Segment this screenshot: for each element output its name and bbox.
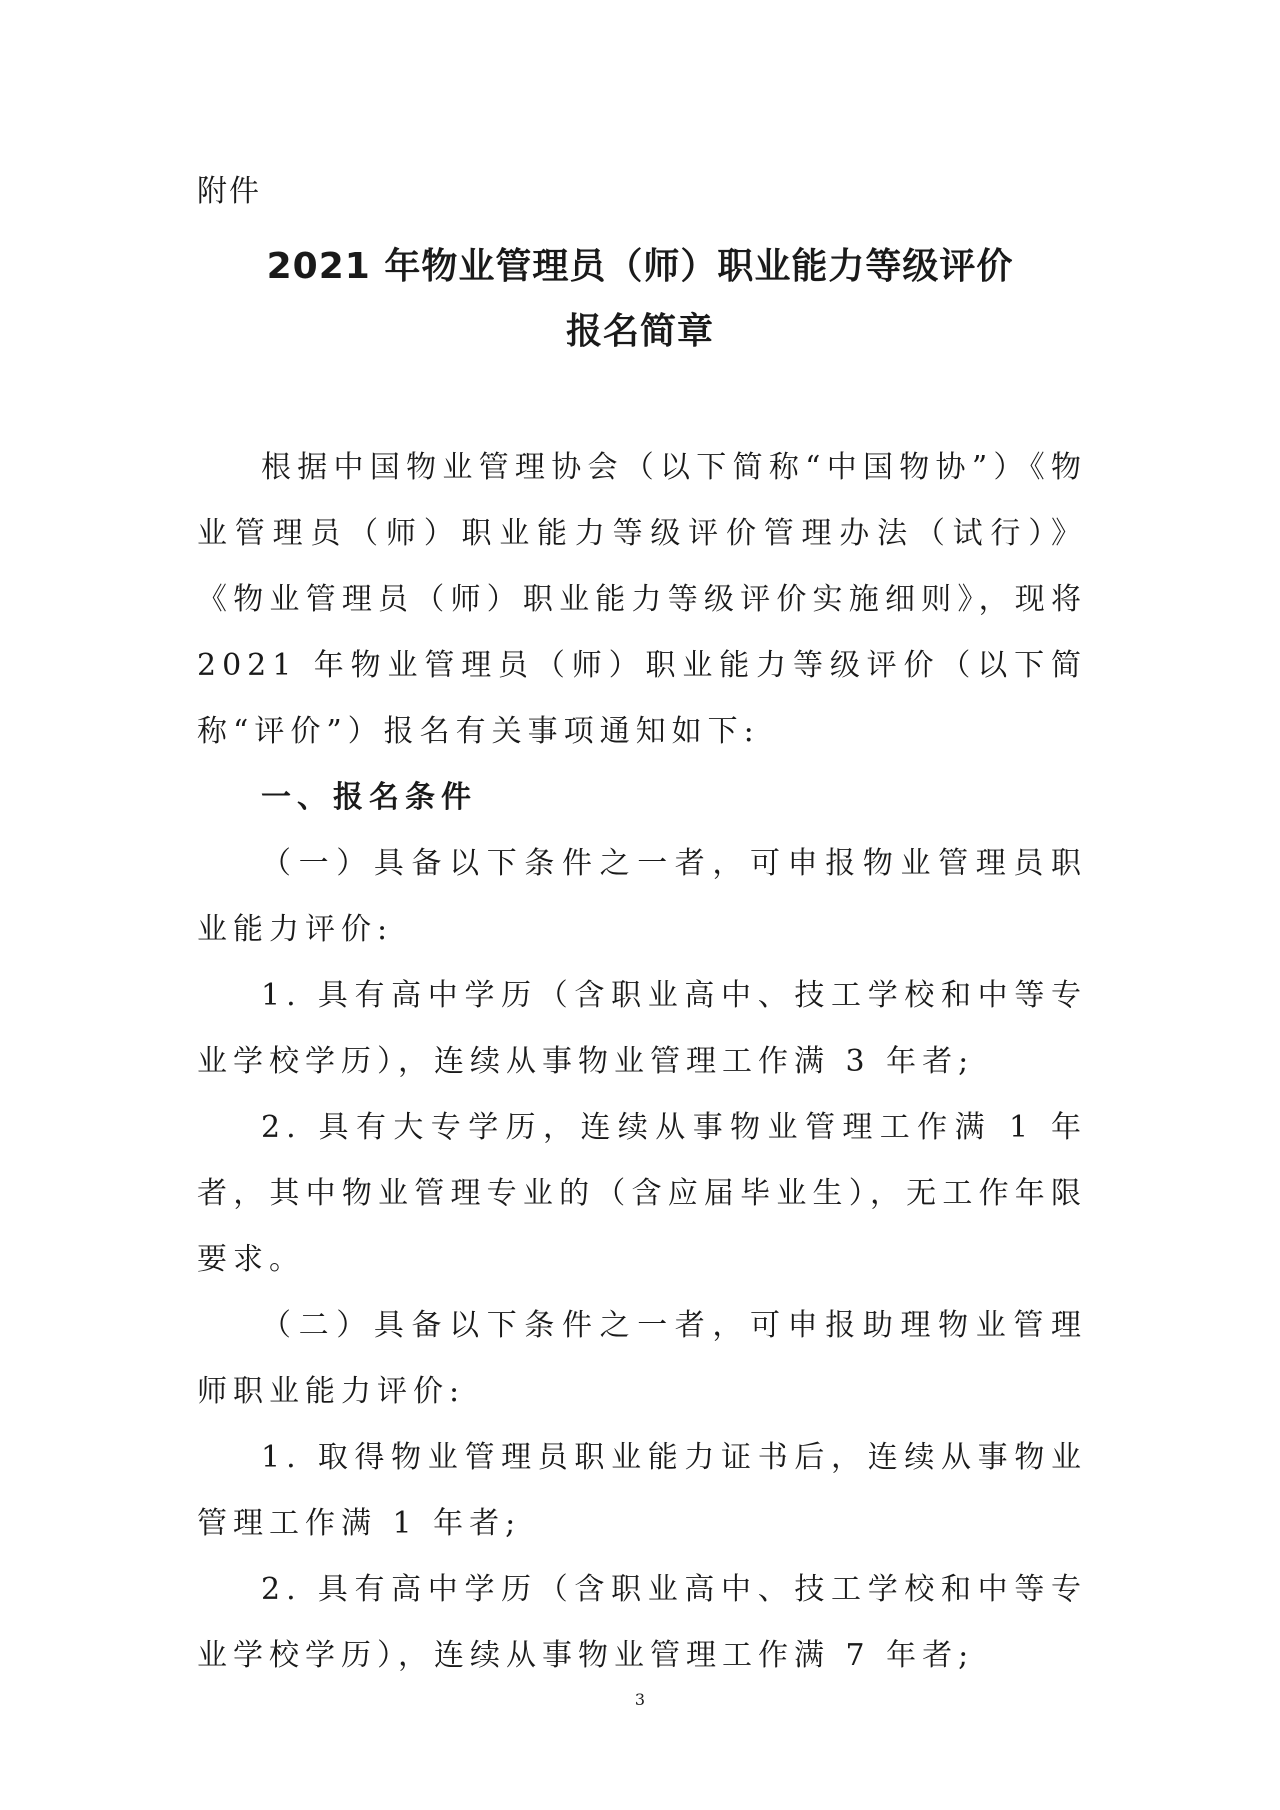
subsection-2-intro: （二）具备以下条件之一者，可申报助理物业管理师职业能力评价: [197, 1308, 1087, 1409]
page-number: 3 [634, 1690, 646, 1709]
section-heading-registration-conditions: 一、报名条件 [261, 780, 477, 815]
subsection-2-item-1: 1. 取得物业管理员职业能力证书后，连续从事物业管理工作满 1 年者; [197, 1440, 1087, 1541]
document-title-line-1: 2021 年物业管理员（师）职业能力等级评价 [266, 246, 1014, 287]
subsection-1-item-2: 2. 具有大专学历，连续从事物业管理工作满 1 年者，其中物业管理专业的（含应届毕业生），无工作年限要求。 [197, 1110, 1087, 1277]
subsection-1-item-1: 1. 具有高中学历（含职业高中、技工学校和中等专业学校学历），连续从事物业管理工作满 3 年者; [197, 978, 1087, 1079]
attachment-label: 附件 [197, 174, 261, 209]
document-title-line-2: 报名简章 [565, 311, 714, 352]
subsection-1-intro: （一）具备以下条件之一者，可申报物业管理员职业能力评价: [197, 846, 1087, 947]
document-body [197, 435, 1087, 1689]
intro-paragraph: 根据中国物业管理协会（以下简称“中国物协”）《物业管理员（师）职业能力等级评价管理办法（试行）》《物业管理员（师）职业能力等级评价实施细则》，现将 2021 年物业管理员（师）职业能力等级评价（以下简称“评价”）报名有关事项通知如下: [197, 450, 1087, 749]
subsection-2-item-2: 2. 具有高中学历（含职业高中、技工学校和中等专业学校学历），连续从事物业管理工作满 7 年者; [197, 1572, 1087, 1673]
